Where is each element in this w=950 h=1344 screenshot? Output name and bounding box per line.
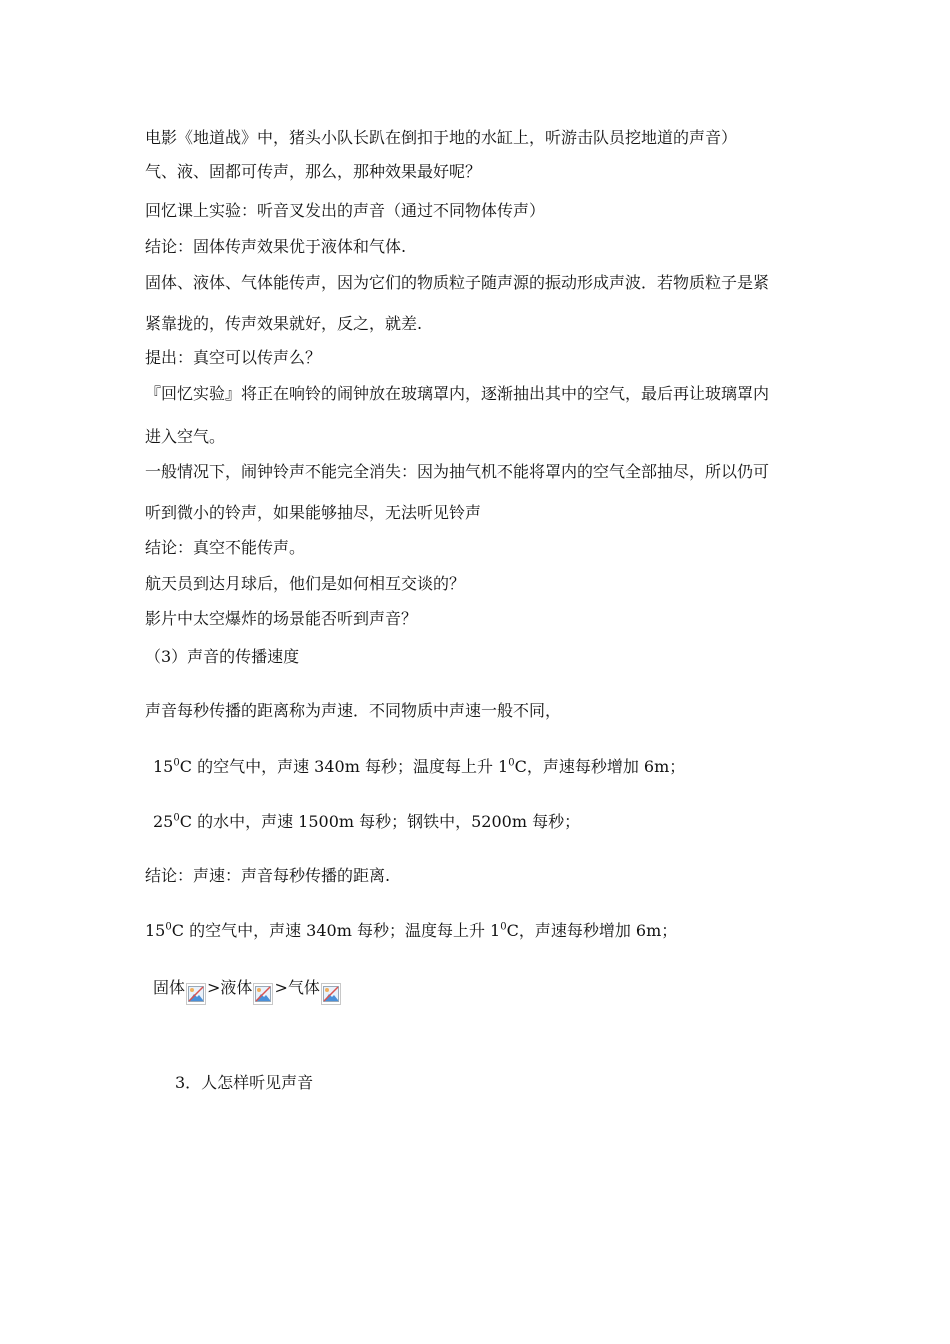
paragraph-space-explosion: 影片中太空爆炸的场景能否听到声音？ xyxy=(145,609,418,628)
speed-comparison-line xyxy=(153,978,342,1005)
paragraph-conclusion-vacuum: 结论：真空不能传声。 xyxy=(145,538,306,557)
broken-image-icon xyxy=(253,983,273,1005)
paragraph-moon-question: 航天员到达月球后，他们是如何相互交谈的？ xyxy=(145,574,466,593)
comparison-gas: 气体 xyxy=(287,978,320,997)
paragraph-speed-water: $25^0C$ 的水中，声速 1500m 每秒；钢铁中，5200m 每秒； xyxy=(153,812,581,831)
paragraph-bell-experiment-1: 『回忆实验』将正在响铃的闹钟放在玻璃罩内，逐渐抽出其中的空气，最后再让玻璃罩内 xyxy=(145,384,770,403)
section-heading-hearing: 3．人怎样听见声音 xyxy=(175,1073,314,1092)
paragraph-speed-air-2: $15^0C$ 的空气中，声速 340m 每秒；温度每上升 $1^0C$，声速每秒增加 6m； xyxy=(145,921,678,940)
comparison-liquid: 液体 xyxy=(220,978,253,997)
paragraph-particles-2: 紧靠拢的，传声效果就好，反之，就差. xyxy=(145,314,423,333)
paragraph-bell-result-2: 听到微小的铃声，如果能够抽尽，无法听见铃声 xyxy=(145,503,482,522)
paragraph-bell-result-1: 一般情况下，闹钟铃声不能完全消失：因为抽气机不能将罩内的空气全部抽尽，所以仍可 xyxy=(145,462,770,481)
comparison-greater-1: > xyxy=(207,978,221,997)
paragraph-particles-1: 固体、液体、气体能传声，因为它们的物质粒子随声源的振动形成声波．若物质粒子是紧 xyxy=(145,273,770,292)
paragraph-which-best: 气、液、固都可传声，那么，那种效果最好呢？ xyxy=(145,162,482,181)
comparison-solid: 固体 xyxy=(153,978,186,997)
paragraph-speed-air-1: $15^0C$ 的空气中，声速 340m 每秒；温度每上升 $1^0C$，声速每秒增加 6m； xyxy=(153,757,686,776)
broken-image-icon xyxy=(186,983,206,1005)
broken-image-icon xyxy=(321,983,341,1005)
paragraph-vacuum-question: 提出：真空可以传声么？ xyxy=(145,348,322,367)
paragraph-conclusion-solid: 结论：固体传声效果优于液体和气体. xyxy=(145,237,407,256)
section-heading-speed: （3）声音的传播速度 xyxy=(145,647,300,666)
paragraph-bell-experiment-2: 进入空气。 xyxy=(145,427,226,446)
paragraph-conclusion-speed: 结论：声速：声音每秒传播的距离. xyxy=(145,866,391,885)
paragraph-film-example: 电影《地道战》中，猪头小队长趴在倒扣于地的水缸上，听游击队员挖地道的声音） xyxy=(145,128,738,147)
paragraph-speed-definition: 声音每秒传播的距离称为声速．不同物质中声速一般不同， xyxy=(145,701,562,720)
comparison-greater-2: > xyxy=(274,978,288,997)
paragraph-tuning-fork: 回忆课上实验：听音叉发出的声音（通过不同物体传声） xyxy=(145,201,546,220)
